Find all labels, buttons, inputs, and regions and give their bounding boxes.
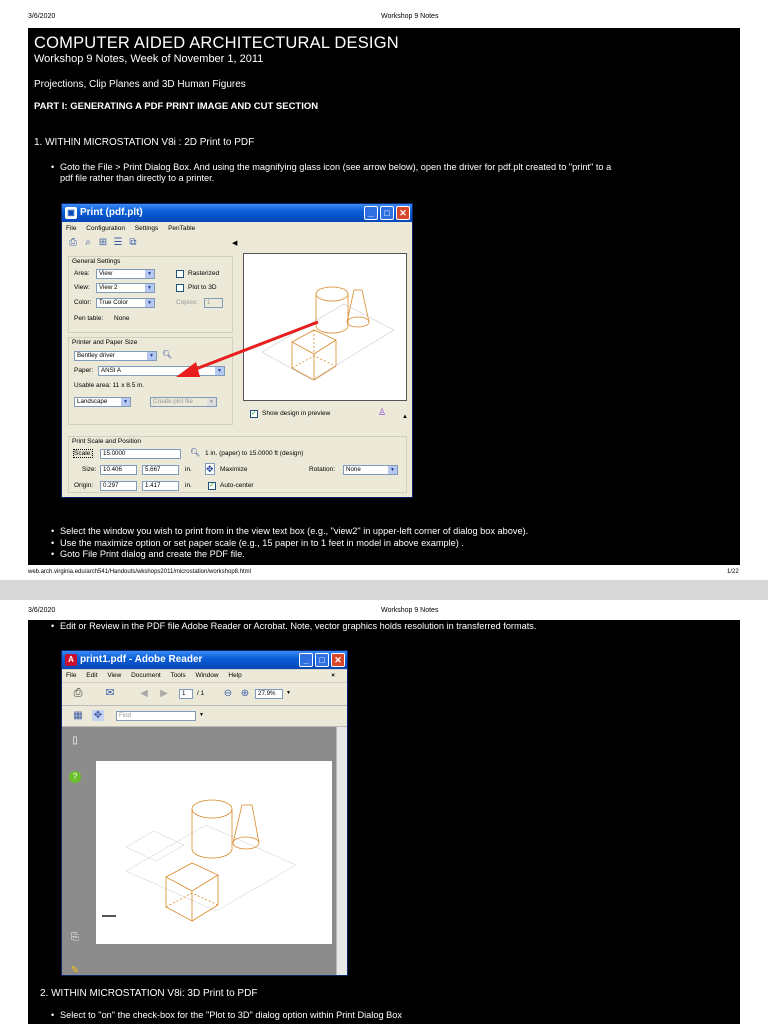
red-arrow-icon <box>62 204 413 498</box>
close-button[interactable]: ✕ <box>396 206 410 220</box>
properties-icon[interactable]: ☰ <box>113 237 123 248</box>
menu-file[interactable]: File <box>66 225 77 232</box>
menu-edit[interactable]: Edit <box>86 672 98 679</box>
show-design-checkbox[interactable]: ✓ <box>251 410 257 417</box>
bullet-2: • Select the window you wish to print from in the view text box (e.g., "view2" in upper-left corner of dialog box above). <box>60 526 740 537</box>
maximize-button[interactable]: □ <box>315 653 329 667</box>
pdf-model-drawing <box>96 761 332 944</box>
origin-x-input[interactable]: 0.297 <box>100 481 137 491</box>
adobe-titlebar: A print1.pdf - Adobe Reader _ □ ✕ <box>62 651 347 669</box>
adobe-menu-bar <box>62 670 347 682</box>
header-date: 3/6/2020 <box>28 607 56 614</box>
section-1-heading: 1. WITHIN MICROSTATION V8i : 2D Print to PDF <box>34 137 255 148</box>
menu-view[interactable]: View <box>107 672 122 679</box>
area-select[interactable]: View ▼ <box>96 269 155 279</box>
copies-input[interactable]: 1 <box>204 298 223 308</box>
zoom-input[interactable]: 27.9% <box>255 689 283 699</box>
origin-y-input[interactable]: 1.417 <box>142 481 179 491</box>
email-icon[interactable]: ✉ <box>105 687 115 699</box>
menu-file[interactable]: File <box>66 672 77 679</box>
print-dialog-titlebar: ▣ Print (pdf.plt) _ □ ✕ <box>62 204 412 222</box>
zoom-in-icon[interactable]: ⊕ <box>240 688 250 699</box>
printer-paper-label: Printer and Paper Size <box>72 339 138 346</box>
topics: Projections, Clip Planes and 3D Human Figures <box>34 79 246 90</box>
attachment-icon[interactable]: ⎘ <box>71 932 79 943</box>
header-title: Workshop 9 Notes <box>381 607 439 614</box>
content-block-2 <box>28 620 740 1024</box>
zoom-dropdown-icon[interactable]: ▼ <box>286 690 291 696</box>
menu-settings[interactable]: Settings <box>134 225 159 232</box>
collapse-arrow-icon[interactable]: ◀ <box>232 240 238 247</box>
bullet-3: • Use the maximize option or set paper scale (e.g., 15 paper in to 1 feet in model in above example) . <box>60 538 740 549</box>
layout-icon[interactable]: ⧉ <box>129 237 137 248</box>
preview-icon[interactable]: ⌕ <box>85 237 91 248</box>
paper-select[interactable]: ANSI A ▼ <box>98 366 225 376</box>
footer-url[interactable]: web.arch.virginia.edu/arch541/Handouts/wkshops2011/microstation/workshop8.html <box>28 569 252 575</box>
bullet-5: • Edit or Review in the PDF file Adobe Reader or Acrobat. Note, vector graphics holds resolution in transferred formats. <box>60 621 740 632</box>
footer-page: 1/22 <box>727 569 739 575</box>
print-icon[interactable]: ⎙ <box>69 237 77 248</box>
menu-document[interactable]: Document <box>131 672 161 679</box>
maximize-button[interactable]: □ <box>380 206 394 220</box>
menu-configuration[interactable]: Configuration <box>86 225 125 232</box>
orientation-select[interactable]: Landscape ▼ <box>74 397 131 407</box>
header-date: 3/6/2020 <box>28 13 56 20</box>
pages-icon[interactable]: ▯ <box>72 735 78 746</box>
adobe-toolbar-2 <box>62 706 347 727</box>
size-width-input[interactable]: 10.406 <box>100 465 137 475</box>
zoom-out-icon[interactable]: ⊖ <box>223 688 233 699</box>
bullet-1: • Goto the File > Print Dialog Box. And using the magnifying glass icon (see arrow below), open the driver for pdf.plt created to "print" to a pdf file rather than directly to a printer. <box>60 162 740 184</box>
part-heading: PART I: GENERATING A PDF PRINT IMAGE AND CUT SECTION <box>34 101 319 112</box>
fit-page-icon[interactable]: ✥ <box>93 710 103 721</box>
bullet-4: • Goto File Print dialog and create the PDF file. <box>60 549 740 560</box>
fit-icon[interactable]: ⊞ <box>98 237 108 248</box>
rotation-select[interactable]: None ▼ <box>343 465 398 475</box>
prev-page-icon[interactable]: ◀ <box>140 688 148 699</box>
scale-input[interactable]: 15.0000 <box>100 449 181 459</box>
header-title: Workshop 9 Notes <box>381 13 439 20</box>
view-select[interactable]: View 2 ▼ <box>96 283 155 293</box>
scale-ratio-text: 1 in. (paper) to 15.0000 ft (design) <box>205 450 304 457</box>
minimize-button[interactable]: _ <box>364 206 378 220</box>
doc-subtitle: Workshop 9 Notes, Week of November 1, 2011 <box>34 53 264 65</box>
close-button[interactable]: ✕ <box>331 653 345 667</box>
bullet-6: • Select to "on" the check-box for the "Plot to 3D" dialog option within Print Dialog Box <box>60 1010 740 1021</box>
find-dropdown-icon[interactable]: ▼ <box>199 712 204 718</box>
pentable-value: None <box>114 315 130 322</box>
menu-help[interactable]: Help <box>228 672 242 679</box>
maximize-icon[interactable]: ✥ <box>206 464 214 474</box>
page-number-input[interactable]: 1 <box>179 689 193 699</box>
doc-close-icon[interactable]: × <box>331 672 335 679</box>
general-settings-label: General Settings <box>72 258 121 265</box>
pen-icon[interactable]: ♙ <box>378 407 387 417</box>
magnifying-glass-icon[interactable]: 🔍︎ <box>162 350 173 359</box>
document-area <box>88 727 337 975</box>
printer-app-icon: ▣ <box>65 207 77 219</box>
find-input[interactable]: Find <box>116 711 196 721</box>
minimize-button[interactable]: _ <box>299 653 313 667</box>
next-page-icon[interactable]: ▶ <box>160 688 168 699</box>
doc-title: COMPUTER AIDED ARCHITECTURAL DESIGN <box>34 34 399 52</box>
expand-arrow-icon[interactable]: ▲ <box>402 414 408 420</box>
create-plot-file-select[interactable]: Create plot file ▼ <box>150 397 217 407</box>
menu-tools[interactable]: Tools <box>170 672 186 679</box>
content-block-1 <box>28 28 740 565</box>
select-tool-icon[interactable]: ▦ <box>73 710 83 721</box>
menu-pentable[interactable]: PenTable <box>168 225 196 232</box>
pdf-file-icon: A <box>65 654 77 666</box>
usable-area: Usable area: 11 x 8.5 in. <box>74 382 144 389</box>
color-select[interactable]: True Color ▼ <box>96 298 155 308</box>
adobe-toolbar: ⎙ ✉ ◀ ▶ 1 / 1 ⊖ ⊕ 27.9% ▼ <box>62 683 347 706</box>
scale-magnifier-icon[interactable]: 🔍︎ <box>190 448 201 457</box>
vertical-scrollbar[interactable] <box>336 727 347 975</box>
pdf-page <box>96 761 332 944</box>
menu-window[interactable]: Window <box>195 672 219 679</box>
navigation-pane <box>62 727 88 975</box>
comments-icon[interactable]: ✎ <box>70 965 80 976</box>
help-icon[interactable]: ? <box>69 771 81 783</box>
print-icon[interactable]: ⎙ <box>73 687 83 699</box>
auto-center-checkbox[interactable]: ✓ <box>209 482 215 489</box>
section-2-heading: 2. WITHIN MICROSTATION V8i: 3D Print to PDF <box>40 988 258 999</box>
print-dialog: ▣ Print (pdf.plt) _ □ ✕ File Configuration Settings PenTable ⎙ ⌕ ⊞ ☰ ⧉ ◀ General Settings Area: View ▼ View: View 2 ▼ Color: True Color ▼ Pen table: None Rasterized Plot to 3D Copies: 1 Printer and Paper Size Bentley driver ▼ 🔍︎ Paper: ANSI A ▼ Usable area: 11 x 8.5 in. Landscape ▼ Create plot file ▼ ✓ Show design in preview ♙ ▲ Print Scale and Position Scale: 15.0000 🔍︎ 1 in. (paper) to 15.0000 ft (design) Size: 10.406 5.667 in. ✥ Maximize Rotation: None ▼ Origin: 0.297 1.417 in. ✓ Auto-center <box>61 203 413 498</box>
page-2 <box>0 600 768 1024</box>
scale-position-label: Print Scale and Position <box>72 438 142 445</box>
adobe-reader-window <box>61 650 348 976</box>
size-height-input[interactable]: 5.667 <box>142 465 179 475</box>
driver-select[interactable]: Bentley driver ▼ <box>74 351 157 361</box>
